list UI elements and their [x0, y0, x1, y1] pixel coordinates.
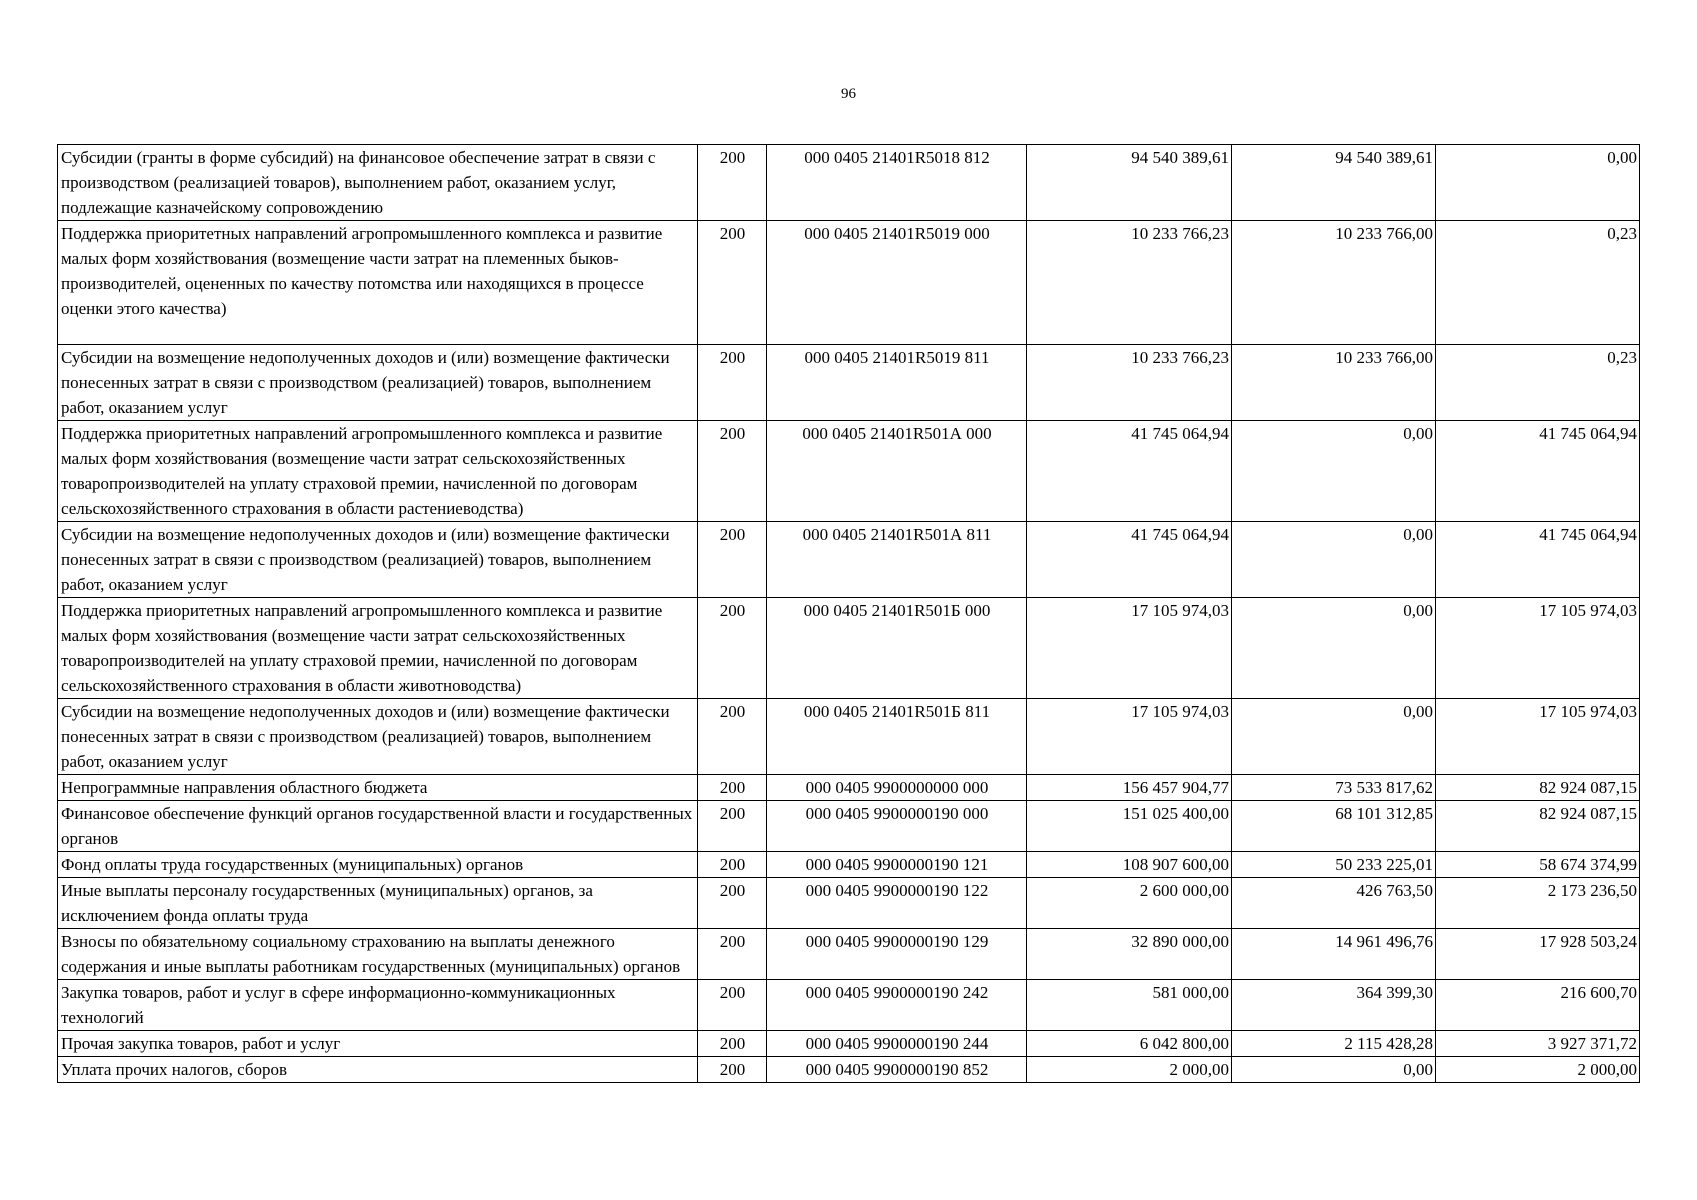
row-unexecuted: 17 105 974,03 — [1436, 699, 1640, 775]
table-row — [58, 421, 1640, 522]
row-kbk: 000 0405 21401R501А 811 — [767, 522, 1027, 598]
table-row — [58, 1057, 1640, 1083]
row-name: Непрограммные направления областного бюджета — [58, 775, 698, 801]
row-code: 200 — [698, 522, 767, 598]
row-unexecuted: 82 924 087,15 — [1436, 775, 1640, 801]
row-kbk: 000 0405 21401R501Б 811 — [767, 699, 1027, 775]
row-kbk: 000 0405 9900000190 242 — [767, 980, 1027, 1031]
row-approved: 10 233 766,23 — [1027, 345, 1232, 421]
row-approved: 32 890 000,00 — [1027, 929, 1232, 980]
row-code: 200 — [698, 980, 767, 1031]
table-row — [58, 522, 1640, 598]
row-executed: 0,00 — [1232, 522, 1436, 598]
row-kbk: 000 0405 21401R5019 000 — [767, 221, 1027, 345]
budget-execution-table — [57, 144, 1640, 1083]
row-unexecuted: 58 674 374,99 — [1436, 852, 1640, 878]
row-approved: 2 600 000,00 — [1027, 878, 1232, 929]
row-executed: 14 961 496,76 — [1232, 929, 1436, 980]
row-kbk: 000 0405 9900000190 852 — [767, 1057, 1027, 1083]
row-code: 200 — [698, 852, 767, 878]
table-row — [58, 221, 1640, 345]
row-name: Фонд оплаты труда государственных (муниципальных) органов — [58, 852, 698, 878]
table-row — [58, 775, 1640, 801]
row-unexecuted: 216 600,70 — [1436, 980, 1640, 1031]
table-row — [58, 878, 1640, 929]
row-unexecuted: 2 173 236,50 — [1436, 878, 1640, 929]
row-approved: 41 745 064,94 — [1027, 421, 1232, 522]
row-name: Поддержка приоритетных направлений агропромышленного комплекса и развитие малых форм хозяйствования (возмещение части затрат на племенных быков-производителей, оцененных по качеству потомства или находящихся в процессе оценки этого качества) — [58, 221, 698, 345]
row-name: Поддержка приоритетных направлений агропромышленного комплекса и развитие малых форм хозяйствования (возмещение части затрат сельскохозяйственных товаропроизводителей на уплату страховой премии, начисленной по договорам сельскохозяйственного страхования в области животноводства) — [58, 598, 698, 699]
row-name: Иные выплаты персоналу государственных (муниципальных) органов, за исключением фонда оплаты труда — [58, 878, 698, 929]
row-name: Финансовое обеспечение функций органов государственной власти и государственных органов — [58, 801, 698, 852]
row-unexecuted: 41 745 064,94 — [1436, 522, 1640, 598]
row-executed: 0,00 — [1232, 1057, 1436, 1083]
row-executed: 10 233 766,00 — [1232, 345, 1436, 421]
row-code: 200 — [698, 1031, 767, 1057]
row-code: 200 — [698, 929, 767, 980]
row-name: Субсидии (гранты в форме субсидий) на финансовое обеспечение затрат в связи с производством (реализацией товаров), выполнением работ, оказанием услуг, подлежащие казначейскому сопровождению — [58, 145, 698, 221]
row-code: 200 — [698, 145, 767, 221]
row-kbk: 000 0405 9900000190 121 — [767, 852, 1027, 878]
table-row — [58, 929, 1640, 980]
row-unexecuted: 17 928 503,24 — [1436, 929, 1640, 980]
row-unexecuted: 41 745 064,94 — [1436, 421, 1640, 522]
row-approved: 17 105 974,03 — [1027, 699, 1232, 775]
row-executed: 364 399,30 — [1232, 980, 1436, 1031]
row-unexecuted: 82 924 087,15 — [1436, 801, 1640, 852]
table-row — [58, 598, 1640, 699]
row-approved: 581 000,00 — [1027, 980, 1232, 1031]
row-approved: 108 907 600,00 — [1027, 852, 1232, 878]
row-unexecuted: 0,23 — [1436, 345, 1640, 421]
row-name: Субсидии на возмещение недополученных доходов и (или) возмещение фактически понесенных затрат в связи с производством (реализацией) товаров, выполнением работ, оказанием услуг — [58, 522, 698, 598]
row-executed: 426 763,50 — [1232, 878, 1436, 929]
row-name: Прочая закупка товаров, работ и услуг — [58, 1031, 698, 1057]
row-executed: 2 115 428,28 — [1232, 1031, 1436, 1057]
row-executed: 0,00 — [1232, 699, 1436, 775]
row-name: Субсидии на возмещение недополученных доходов и (или) возмещение фактически понесенных затрат в связи с производством (реализацией) товаров, выполнением работ, оказанием услуг — [58, 699, 698, 775]
row-code: 200 — [698, 1057, 767, 1083]
row-approved: 94 540 389,61 — [1027, 145, 1232, 221]
row-unexecuted: 3 927 371,72 — [1436, 1031, 1640, 1057]
table-row — [58, 1031, 1640, 1057]
row-kbk: 000 0405 21401R5019 811 — [767, 345, 1027, 421]
table-row — [58, 145, 1640, 221]
row-unexecuted: 0,00 — [1436, 145, 1640, 221]
row-name: Закупка товаров, работ и услуг в сфере информационно-коммуникационных технологий — [58, 980, 698, 1031]
row-unexecuted: 2 000,00 — [1436, 1057, 1640, 1083]
row-kbk: 000 0405 21401R5018 812 — [767, 145, 1027, 221]
row-code: 200 — [698, 221, 767, 345]
row-code: 200 — [698, 598, 767, 699]
row-kbk: 000 0405 9900000190 000 — [767, 801, 1027, 852]
row-kbk: 000 0405 21401R501Б 000 — [767, 598, 1027, 699]
row-approved: 10 233 766,23 — [1027, 221, 1232, 345]
row-code: 200 — [698, 345, 767, 421]
row-executed: 0,00 — [1232, 421, 1436, 522]
row-approved: 156 457 904,77 — [1027, 775, 1232, 801]
row-executed: 50 233 225,01 — [1232, 852, 1436, 878]
row-executed: 68 101 312,85 — [1232, 801, 1436, 852]
page-number: 96 — [841, 86, 856, 102]
row-executed: 94 540 389,61 — [1232, 145, 1436, 221]
table-row — [58, 345, 1640, 421]
row-name: Поддержка приоритетных направлений агропромышленного комплекса и развитие малых форм хозяйствования (возмещение части затрат сельскохозяйственных товаропроизводителей на уплату страховой премии, начисленной по договорам сельскохозяйственного страхования в области растениеводства) — [58, 421, 698, 522]
table-row — [58, 801, 1640, 852]
row-code: 200 — [698, 775, 767, 801]
row-kbk: 000 0405 9900000190 129 — [767, 929, 1027, 980]
row-code: 200 — [698, 878, 767, 929]
row-approved: 17 105 974,03 — [1027, 598, 1232, 699]
row-executed: 0,00 — [1232, 598, 1436, 699]
row-name: Взносы по обязательному социальному страхованию на выплаты денежного содержания и иные выплаты работникам государственных (муниципальных) органов — [58, 929, 698, 980]
table-row — [58, 980, 1640, 1031]
row-code: 200 — [698, 699, 767, 775]
row-approved: 6 042 800,00 — [1027, 1031, 1232, 1057]
row-executed: 73 533 817,62 — [1232, 775, 1436, 801]
row-code: 200 — [698, 421, 767, 522]
row-name: Уплата прочих налогов, сборов — [58, 1057, 698, 1083]
row-kbk: 000 0405 9900000000 000 — [767, 775, 1027, 801]
row-approved: 2 000,00 — [1027, 1057, 1232, 1083]
row-unexecuted: 0,23 — [1436, 221, 1640, 345]
table-row — [58, 852, 1640, 878]
row-kbk: 000 0405 21401R501А 000 — [767, 421, 1027, 522]
row-unexecuted: 17 105 974,03 — [1436, 598, 1640, 699]
row-approved: 41 745 064,94 — [1027, 522, 1232, 598]
table-row — [58, 699, 1640, 775]
row-approved: 151 025 400,00 — [1027, 801, 1232, 852]
row-kbk: 000 0405 9900000190 122 — [767, 878, 1027, 929]
row-code: 200 — [698, 801, 767, 852]
row-executed: 10 233 766,00 — [1232, 221, 1436, 345]
row-name: Субсидии на возмещение недополученных доходов и (или) возмещение фактически понесенных затрат в связи с производством (реализацией) товаров, выполнением работ, оказанием услуг — [58, 345, 698, 421]
row-kbk: 000 0405 9900000190 244 — [767, 1031, 1027, 1057]
